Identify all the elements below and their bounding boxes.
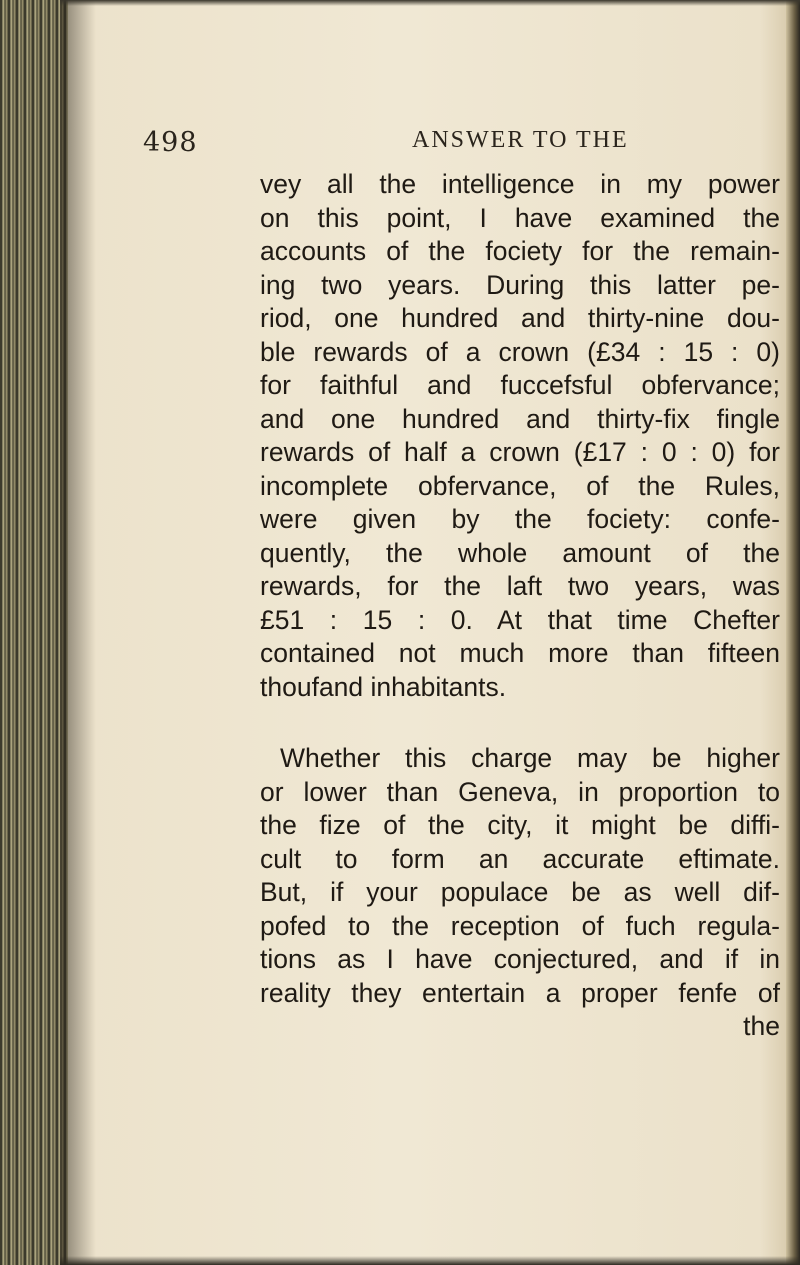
text-line: thoufand inhabitants.	[260, 671, 507, 702]
text-line: rewards, for the laft two years, was	[260, 571, 780, 601]
text-line: reality they entertain a proper fenfe of	[260, 977, 780, 1008]
page-number: 498	[143, 127, 198, 158]
text-line: vey all the intelligence in my power	[260, 169, 780, 199]
text-line: the fize of the city, it might be diffi-	[260, 810, 780, 840]
text-line: for faithful and fuccefsful obfervance;	[260, 370, 780, 400]
paragraph-2	[260, 742, 780, 1010]
body-text	[260, 168, 780, 1044]
running-head: ANSWER TO THE	[412, 127, 629, 153]
text-line: pofed to the reception of fuch regula-	[260, 910, 780, 941]
text-line: cult to form an accurate eftimate.	[260, 843, 780, 874]
text-line: quently, the whole amount of the	[260, 537, 780, 568]
text-line: accounts of the fociety for the remain-	[260, 236, 780, 266]
text-line: £51 : 15 : 0. At that time Chefter	[260, 604, 780, 635]
page-bottom-edge	[60, 1256, 800, 1265]
text-line: ing two years. During this latter pe-	[260, 269, 780, 300]
page-top-edge	[60, 0, 800, 6]
text-line: riod, one hundred and thirty-nine dou-	[260, 303, 780, 333]
text-line: contained not much more than fifteen	[260, 638, 780, 668]
text-line: But, if your populace be as well dif-	[260, 877, 780, 907]
book-gutter	[0, 0, 68, 1265]
text-line: incomplete obfervance, of the Rules,	[260, 470, 780, 501]
paragraph-1	[260, 168, 780, 704]
paragraph-gap	[260, 704, 780, 742]
text-line: ble rewards of a crown (£34 : 15 : 0)	[260, 336, 780, 367]
text-line: were given by the fociety: confe-	[260, 504, 780, 534]
catchword: the	[743, 1011, 780, 1041]
text-line: or lower than Geneva, in proportion to	[260, 776, 780, 807]
page-right-edge	[786, 0, 800, 1265]
gutter-shadow	[60, 0, 96, 1265]
text-line: tions as I have conjectured, and if in	[260, 944, 780, 974]
text-line: on this point, I have examined the	[260, 202, 780, 233]
text-line: Whether this charge may be higher	[280, 743, 780, 773]
text-line: and one hundred and thirty-fix fingle	[260, 403, 780, 434]
text-line: rewards of half a crown (£17 : 0 : 0) for	[260, 437, 780, 467]
